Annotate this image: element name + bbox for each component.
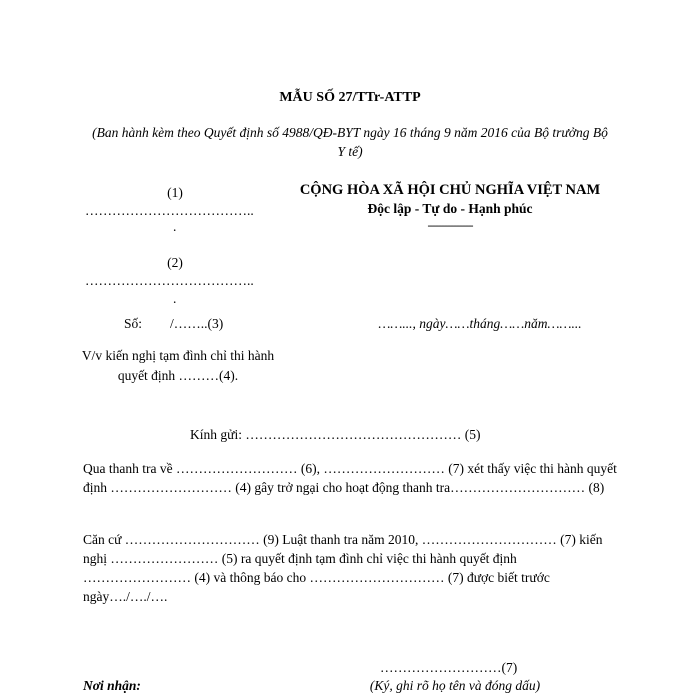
motto-underline: --------------- <box>427 218 473 232</box>
signature-note: (Ký, ghi rõ họ tên và đóng dấu) <box>369 678 541 693</box>
form-title: MẪU SỐ 27/TTr-ATTP <box>279 90 421 105</box>
signature-name-line: ………………………(7) <box>380 660 518 675</box>
agency-dot-1: . <box>173 219 177 234</box>
document-number-value: /……..(3) <box>170 316 224 331</box>
agency-dots-1: ……………………………….. <box>85 203 254 218</box>
body-paragraph-2: Căn cứ ………………………… (9) Luật thanh tra năm 2010, ………………………… (7) kiến nghị …………………… (5) ra quyết định tạm đình chỉ việc thi hành quyết định …………………… (4) và thông báo cho ………………………… (7) được biết trước ngày…./…./…. <box>83 532 603 604</box>
recipients-heading: Nơi nhận: <box>83 678 141 693</box>
agency-dots-2: ……………………………….. <box>85 273 254 288</box>
agency-label-1: (1) <box>167 185 183 200</box>
national-motto: Độc lập - Tự do - Hạnh phúc <box>367 201 533 216</box>
place-date-line: ……..., ngày……tháng……năm……... <box>378 316 582 331</box>
form-subtitle: (Ban hành kèm theo Quyết định số 4988/QĐ-BYT ngày 16 tháng 9 năm 2016 của Bộ trưởng Bộ Y tế) <box>92 125 608 159</box>
body-paragraph-1: Qua thanh tra về ……………………… (6), ……………………… (7) xét thấy việc thi hành quyết định ……………………… (4) gây trở ngại cho hoạt động thanh tra………………………… (8) <box>83 461 617 495</box>
document-number-label: Số: <box>124 316 143 331</box>
subject-line: V/v kiến nghị tạm đình chỉ thi hành quyết định ………(4). <box>81 348 275 383</box>
agency-label-2: (2) <box>167 255 183 270</box>
agency-dot-2: . <box>173 291 177 306</box>
recipient-line: Kính gửi: ………………………………………… (5) <box>190 427 481 442</box>
country-name: CỘNG HÒA XÃ HỘI CHỦ NGHĨA VIỆT NAM <box>299 182 601 198</box>
